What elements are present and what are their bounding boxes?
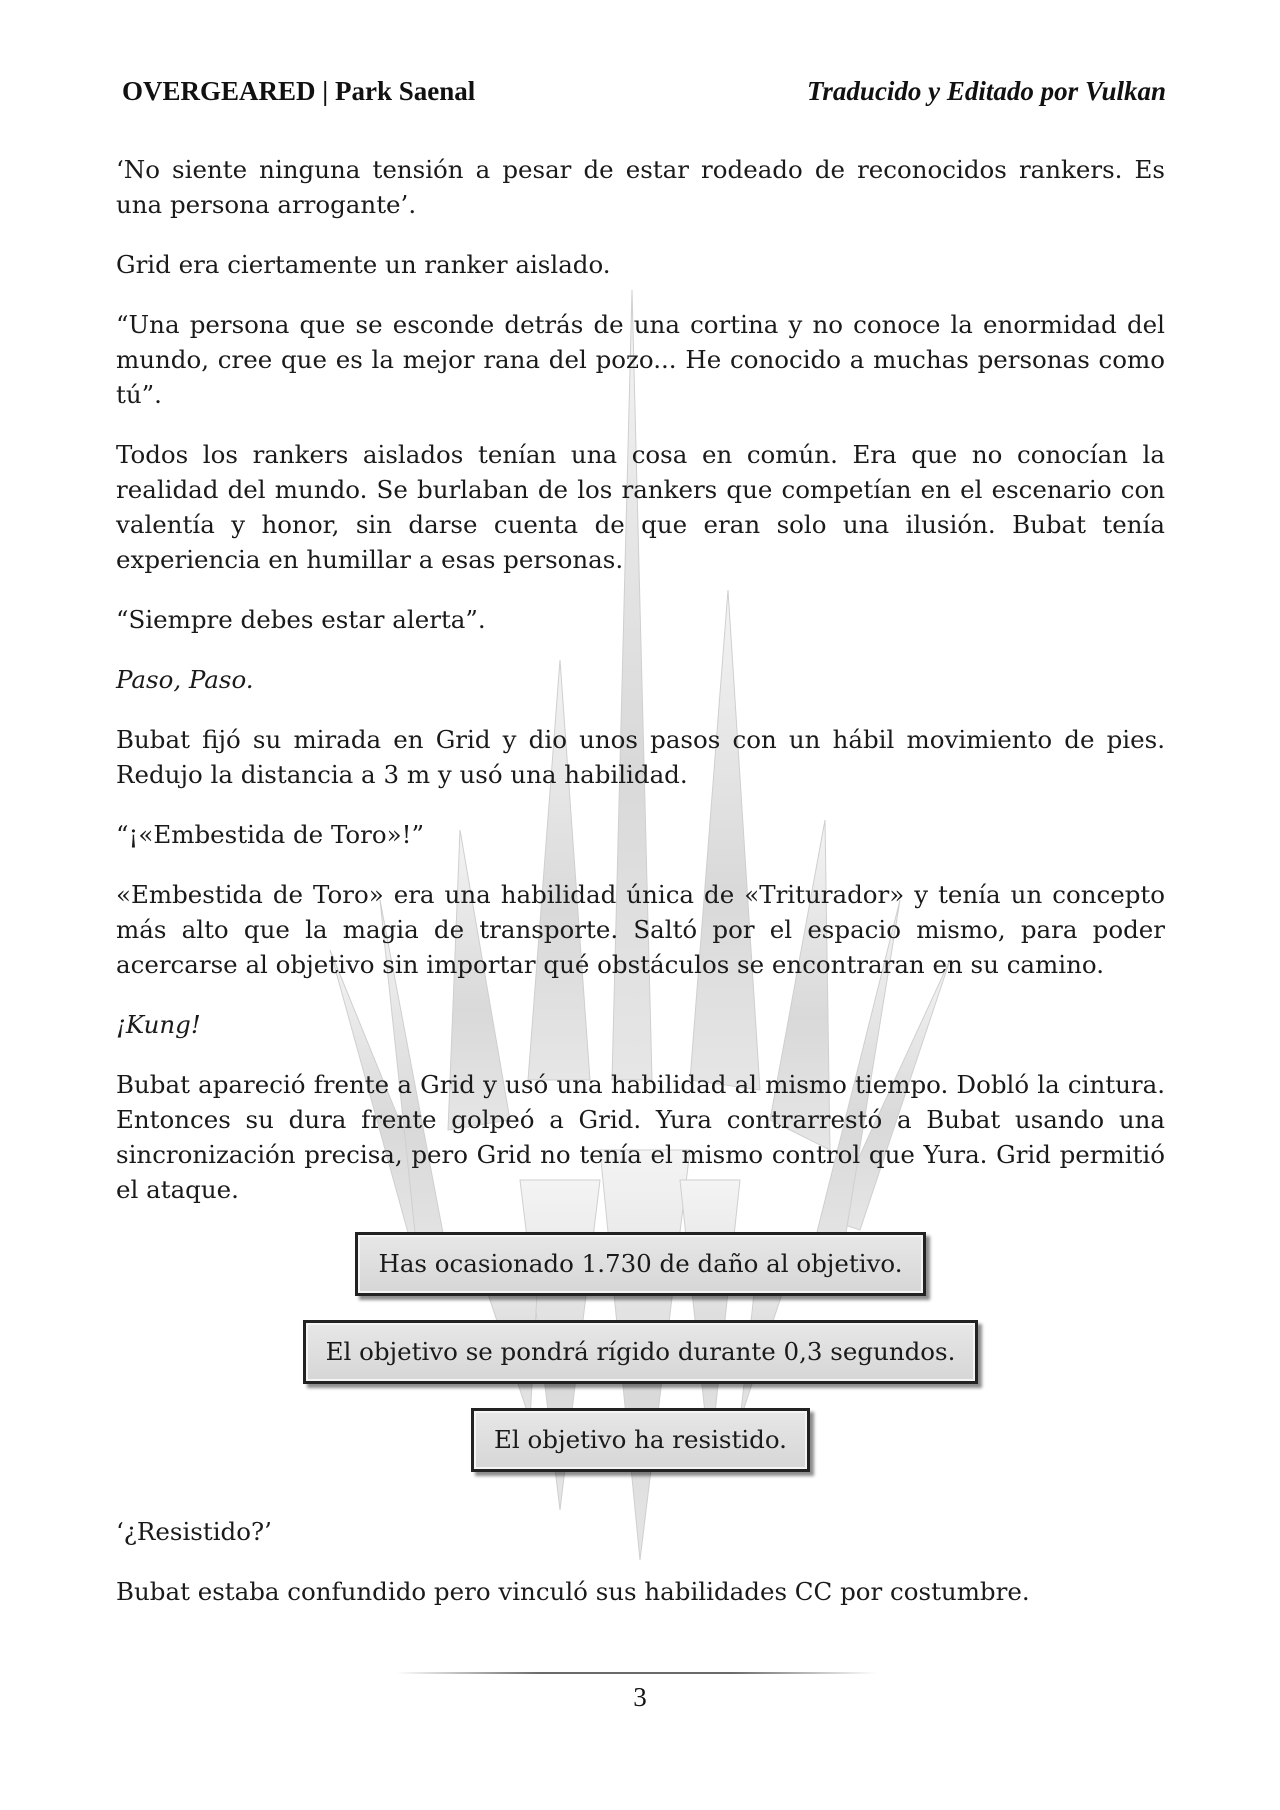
- paragraph: “Siempre debes estar alerta”.: [116, 605, 486, 634]
- paragraph: Grid era ciertamente un ranker aislado.: [116, 250, 611, 279]
- system-notification-box: El objetivo se pondrá rígido durante 0,3 segundos.: [303, 1320, 979, 1384]
- header-book-title: OVERGEARED | Park Saenal: [122, 76, 476, 106]
- paragraph: ‘¿Resistido?’: [116, 1517, 272, 1546]
- system-notification-box: El objetivo ha resistido.: [471, 1408, 810, 1472]
- paragraph: “Una persona que se esconde detrás de una cortina y no conoce la enormidad del mundo, cree que es la mejor rana del pozo... He conocido a muchas personas como tú”.: [116, 310, 1165, 409]
- page-content: [116, 152, 1165, 1634]
- system-notification-box: Has ocasionado 1.730 de daño al objetivo.: [355, 1232, 925, 1296]
- page-header: [122, 76, 1166, 112]
- paragraph: Bubat estaba confundido pero vinculó sus habilidades CC por costumbre.: [116, 1577, 1030, 1606]
- paragraph-sound-effect: Paso, Paso.: [116, 665, 254, 694]
- paragraph: Bubat apareció frente a Grid y usó una habilidad al mismo tiempo. Dobló la cintura. Entonces su dura frente golpeó a Grid. Yura contrarrestó a Bubat usando una sincronización precisa, pero Grid no tenía el mismo control que Yura. Grid permitió el ataque.: [116, 1070, 1165, 1204]
- footer-divider: [396, 1672, 876, 1674]
- paragraph: «Embestida de Toro» era una habilidad única de «Triturador» y tenía un concepto más alto que la magia de transporte. Saltó por el espacio mismo, para poder acercarse al objetivo sin importar qué obstáculos se encontraran en su camino.: [116, 880, 1165, 979]
- system-notifications: [116, 1232, 1165, 1476]
- paragraph-sound-effect: ¡Kung!: [116, 1010, 201, 1039]
- page-number: 3: [633, 1682, 647, 1712]
- paragraph: “¡«Embestida de Toro»!”: [116, 820, 424, 849]
- paragraph: ‘No siente ninguna tensión a pesar de estar rodeado de reconocidos rankers. Es una persona arrogante’.: [116, 155, 1165, 219]
- header-translator-credit: Traducido y Editado por Vulkan: [806, 76, 1166, 106]
- paragraph: Bubat fijó su mirada en Grid y dio unos pasos con un hábil movimiento de pies. Redujo la distancia a 3 m y usó una habilidad.: [116, 725, 1165, 789]
- paragraph: Todos los rankers aislados tenían una cosa en común. Era que no conocían la realidad del mundo. Se burlaban de los rankers que competían en el escenario con valentía y honor, sin darse cuenta de que eran solo una ilusión. Bubat tenía experiencia en humillar a esas personas.: [116, 440, 1165, 574]
